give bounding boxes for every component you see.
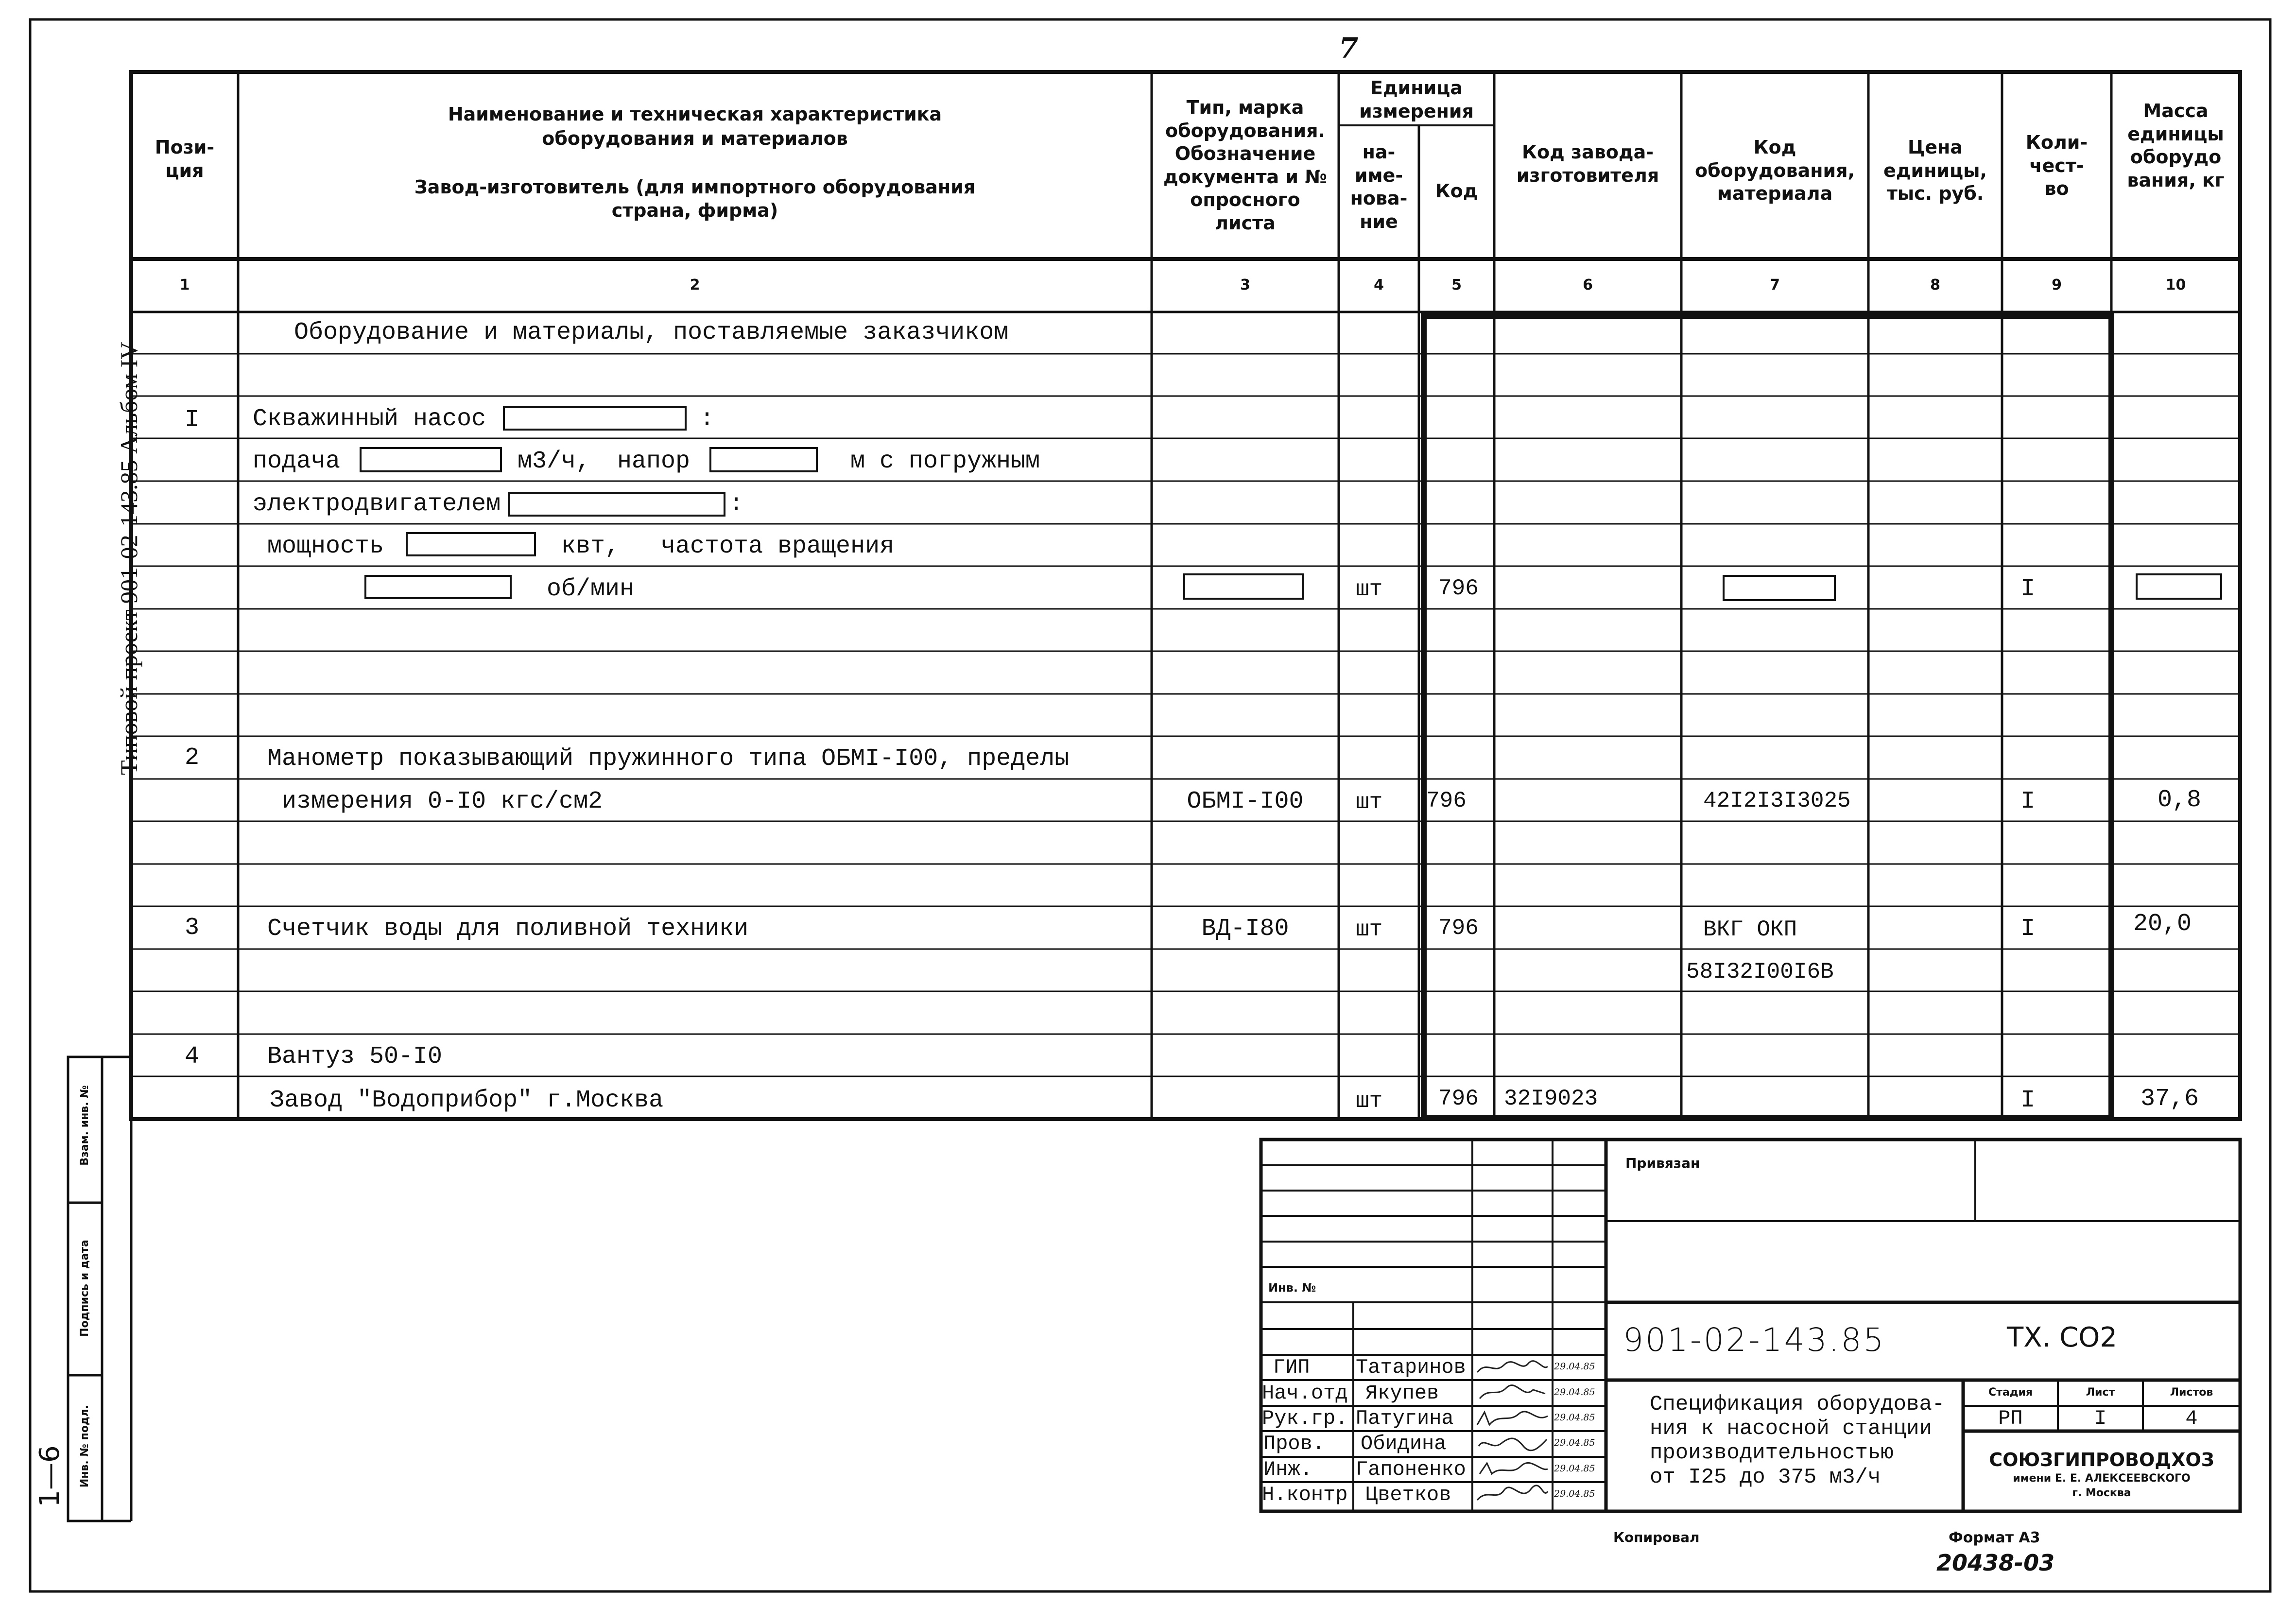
item4-qty: I: [2020, 1087, 2036, 1114]
signer-date: 29.04.85: [1554, 1463, 1595, 1474]
header-position: Пози- ция: [155, 137, 215, 181]
signer-role: Пров.: [1263, 1432, 1325, 1455]
sheets-label: Листов: [2170, 1386, 2213, 1399]
signer-role: Инж.: [1263, 1458, 1312, 1481]
item-position: I: [185, 406, 200, 434]
col-number: 7: [1770, 276, 1780, 294]
header-unit-mass: Масса единицы оборудо вания, кг: [2127, 100, 2225, 191]
archive-number: 20438-03: [1936, 1550, 2055, 1576]
header-unit-price: Цена единицы, тыс. руб.: [1883, 137, 1987, 204]
head-blank: [709, 447, 818, 472]
item4-code: 796: [1438, 1086, 1479, 1111]
side-stamp-replaced-inv: Взам. инв. №: [79, 1085, 91, 1166]
item1-code: 796: [1438, 576, 1479, 601]
signature-mark: [1475, 1383, 1550, 1403]
header-name-line1: Наименование и техническая характеристика: [448, 104, 942, 125]
side-stamp-signature-date: Подпись и дата: [79, 1240, 91, 1337]
signer-role: Нач.отд: [1262, 1382, 1348, 1405]
item1-line4b: квт,: [561, 533, 620, 560]
title-line: от I25 до 375 м3/ч: [1650, 1465, 1881, 1489]
item1-line4a: мощность: [267, 533, 384, 560]
signer-name: Якупев: [1365, 1382, 1439, 1405]
rpm-blank: [364, 575, 512, 599]
sheets-value: 4: [2185, 1407, 2198, 1430]
item4-factory-code: 32I9023: [1504, 1086, 1598, 1111]
item3-type: ВД-I80: [1201, 915, 1289, 943]
item2-unit: шт: [1356, 790, 1383, 815]
item3-line1: Счетчик воды для поливной техники: [267, 915, 749, 943]
item1-line1b: :: [700, 405, 715, 433]
item2-code: 796: [1426, 788, 1467, 813]
section-title: Оборудование и материалы, поставляемые заказчиком: [294, 319, 1009, 346]
item1-line3a: электродвигателем: [253, 490, 501, 518]
title-line: ния к насосной станции: [1650, 1417, 1932, 1441]
col-number: 6: [1583, 276, 1593, 294]
signer-date: 29.04.85: [1554, 1488, 1595, 1499]
side-project-label: Типовой проект 901-02-143.85 Альбом IV: [115, 342, 142, 775]
document-mark: ТХ. СО2: [2007, 1322, 2117, 1353]
item1-line1a: Скважинный насос: [253, 405, 486, 433]
header-name-line3: Завод-изготовитель (для импортного оборудования: [414, 176, 976, 198]
signer-date: 29.04.85: [1554, 1437, 1595, 1448]
page-number: 7: [1339, 32, 1359, 65]
pump-model-blank: [503, 406, 687, 431]
item1-qty: I: [2020, 575, 2036, 603]
signature-mark: [1475, 1358, 1550, 1378]
header-unit-name: на- име- нова- ние: [1350, 141, 1408, 232]
header-name-line4: страна, фирма): [611, 200, 778, 221]
item4-mass: 37,6: [2141, 1085, 2199, 1113]
header-quantity: Коли- чест- во: [2025, 132, 2088, 199]
item-position: 3: [185, 914, 200, 942]
col-number: 8: [1930, 276, 1940, 294]
item2-type: ОБМI-I00: [1187, 788, 1304, 815]
signer-date: 29.04.85: [1554, 1387, 1595, 1398]
header-unit-code: Код: [1435, 180, 1478, 202]
item3-qty: I: [2020, 915, 2036, 943]
item-position: 4: [185, 1043, 200, 1071]
item2-mass: 0,8: [2158, 786, 2202, 814]
item1-line2b: м3/ч,: [518, 448, 591, 475]
signature-mark: [1475, 1485, 1550, 1505]
signer-role: ГИП: [1273, 1356, 1310, 1379]
mass-blank: [2136, 573, 2222, 600]
stage-label: Стадия: [1988, 1386, 2033, 1399]
item2-qty: I: [2020, 788, 2036, 815]
item3-equipment-code-1: ВКГ ОКП: [1703, 917, 1797, 942]
flow-rate-blank: [360, 447, 502, 472]
organization-name: СОЮЗГИПРОВОДХОЗ: [1989, 1449, 2214, 1470]
item3-mass: 20,0: [2133, 910, 2192, 938]
item1-line3b: :: [729, 490, 744, 518]
privyazan-label: Привязан: [1625, 1155, 1700, 1171]
item4-unit: шт: [1356, 1089, 1383, 1114]
item-position: 2: [185, 744, 200, 772]
signer-name: Обидина: [1361, 1432, 1447, 1455]
item1-line4c: частота вращения: [661, 533, 895, 560]
item2-line2: измерения 0-I0 кгс/см2: [282, 788, 603, 815]
header-name-line2: оборудования и материалов: [542, 128, 848, 149]
signature-mark: [1475, 1434, 1550, 1454]
col-number: 2: [690, 276, 700, 294]
item4-line2: Завод "Водоприбор" г.Москва: [270, 1087, 664, 1114]
item3-code: 796: [1438, 916, 1479, 941]
sheet-label: Лист: [2086, 1386, 2115, 1399]
header-unit-group: Единица измерения: [1359, 77, 1474, 122]
col-number: 1: [179, 276, 190, 294]
motor-model-blank: [508, 492, 725, 517]
signer-date: 29.04.85: [1554, 1361, 1595, 1372]
col-number: 5: [1451, 276, 1462, 294]
side-stamp-original-inv: Инв. № подл.: [79, 1404, 91, 1488]
item1-line2c: напор: [617, 448, 691, 475]
signer-date: 29.04.85: [1554, 1412, 1595, 1423]
inv-no-label: Инв. №: [1268, 1281, 1316, 1295]
col-number: 9: [2052, 276, 2062, 294]
col-number: 10: [2165, 276, 2186, 294]
equipment-code-blank: [1723, 575, 1836, 601]
header-equipment-code: Код оборудования, материала: [1695, 137, 1855, 204]
item1-line2a: подача: [253, 448, 341, 475]
organization-subtitle: имени Е. Е. АЛЕКСЕЕВСКОГО: [2013, 1472, 2191, 1485]
item1-line2d: м с погружным: [850, 448, 1040, 475]
item1-line5a: об/мин: [547, 575, 635, 603]
signer-role: Н.контр: [1262, 1483, 1348, 1506]
item3-unit: шт: [1356, 917, 1383, 942]
side-sheet-number: 1—6: [34, 1445, 66, 1507]
signer-name: Патугина: [1356, 1407, 1454, 1430]
header-type: Тип, марка оборудования. Обозначение документа и № опросного листа: [1163, 97, 1327, 234]
item2-line1: Манометр показывающий пружинного типа ОБМI-I00, пределы: [267, 745, 1070, 773]
organization-city: г. Москва: [2072, 1487, 2131, 1499]
signer-name: Гапоненко: [1356, 1458, 1466, 1481]
copied-by-label: Копировал: [1613, 1529, 1700, 1545]
signer-role: Рук.гр.: [1262, 1407, 1348, 1430]
signature-mark: [1475, 1408, 1550, 1429]
signer-name: Цветков: [1365, 1483, 1451, 1506]
sheet-value: I: [2094, 1407, 2107, 1430]
power-blank: [406, 532, 536, 556]
stage-value: РП: [1998, 1407, 2023, 1430]
col-number: 3: [1240, 276, 1250, 294]
type-blank: [1183, 573, 1304, 600]
document-code: 901-02-143.85: [1623, 1321, 1886, 1359]
item4-line1: Вантуз 50-I0: [267, 1043, 443, 1071]
title-line: производительностью: [1650, 1441, 1894, 1465]
paper-format: Формат А3: [1949, 1529, 2040, 1546]
item1-unit: шт: [1356, 577, 1383, 602]
col-number: 4: [1374, 276, 1384, 294]
title-line: Спецификация оборудова-: [1650, 1392, 1945, 1417]
item2-equipment-code: 42I2I3I3025: [1703, 788, 1851, 813]
signer-name: Татаринов: [1356, 1356, 1466, 1379]
header-factory-code: Код завода-изготовителя: [1516, 141, 1659, 186]
signature-mark: [1475, 1459, 1550, 1480]
item3-equipment-code-2: 58I32I00I6В: [1686, 959, 1834, 985]
